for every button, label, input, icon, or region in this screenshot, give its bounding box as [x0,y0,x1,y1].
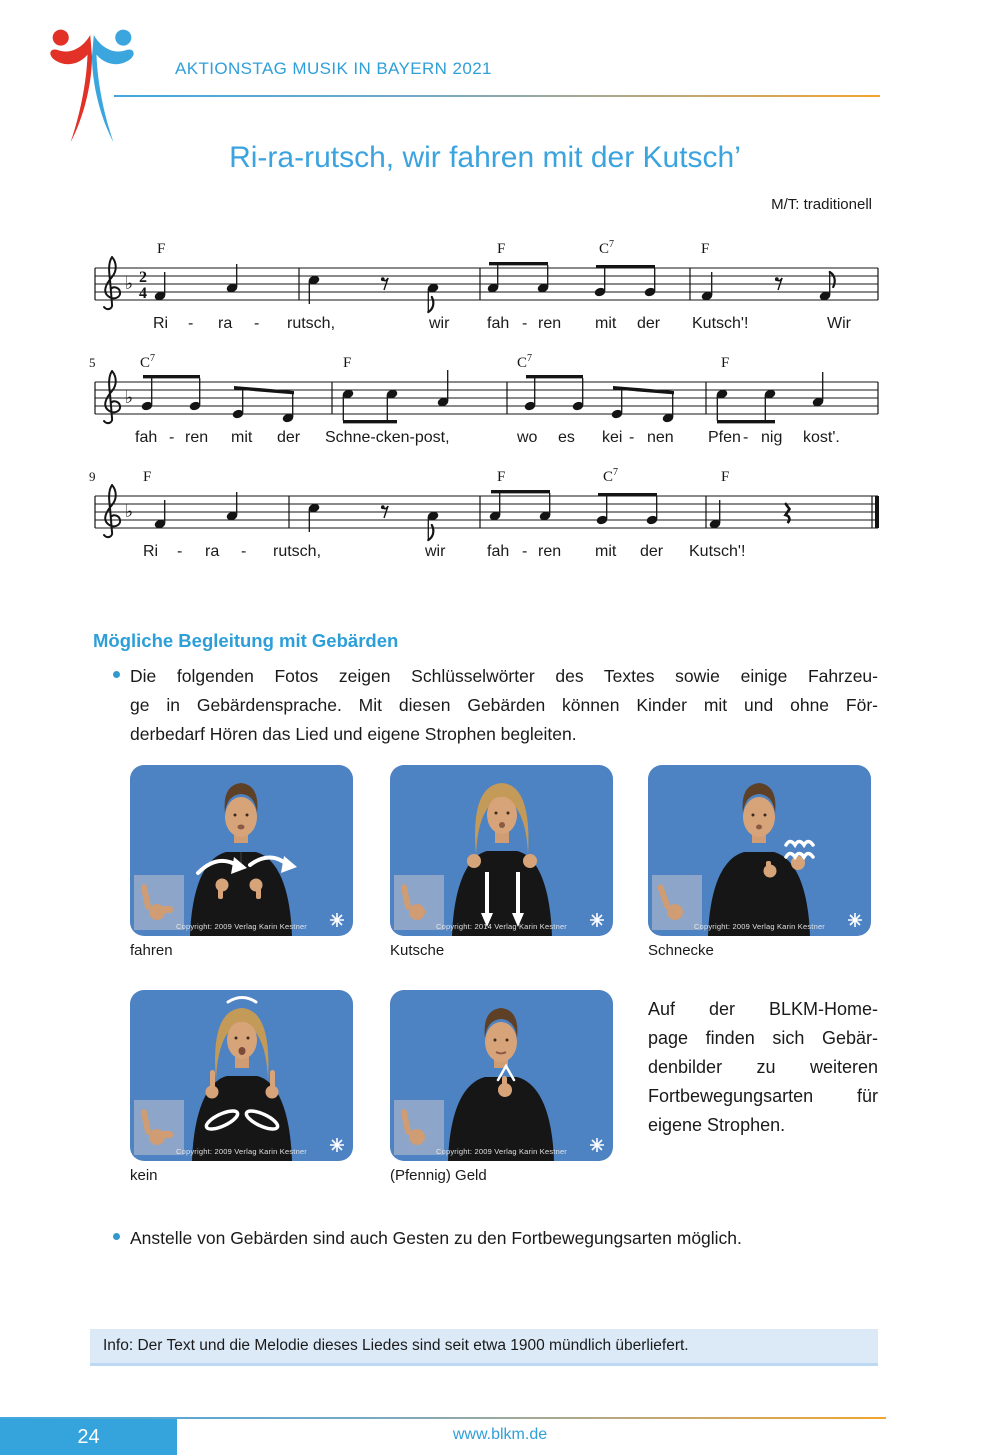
svg-text:es: es [558,429,575,446]
svg-text:Pfen: Pfen [708,429,741,446]
paragraph-line: Auf der BLKM-Home- [648,999,878,1019]
sign-photo-geld-image [390,990,613,1161]
svg-text:kei: kei [602,429,623,446]
svg-text:ren: ren [538,543,562,560]
svg-text:der: der [640,543,664,560]
song-credit: M/T: traditionell [771,196,872,213]
svg-text:F: F [497,469,506,485]
paragraph-line: page finden sich Gebär- [648,1028,878,1048]
svg-text:wo: wo [517,429,538,446]
svg-text:2: 2 [139,269,147,286]
info-text: Info: Der Text und die Melodie dieses Liedes sind seit etwa 1900 mündlich überliefert. [103,1337,689,1354]
svg-text:nig: nig [761,429,783,446]
svg-text:nen: nen [647,429,674,446]
sign-photo-geld [390,990,613,1161]
sign-photo-schnecke-image [648,765,871,936]
bullet-icon [113,671,120,678]
photo-caption: fahren [130,942,173,959]
svg-text:der: der [277,429,301,446]
svg-text:Kutsch'!: Kutsch'! [692,315,749,332]
svg-text:ra: ra [218,315,233,332]
footer-url: www.blkm.de [452,1426,548,1443]
svg-text:Ri: Ri [143,543,159,560]
svg-text:fah: fah [487,315,510,332]
svg-text:rutsch,: rutsch, [273,543,322,560]
svg-text:♭: ♭ [125,502,134,521]
svg-text:kost'.: kost'. [803,429,840,446]
paragraph-line: Fortbewegungsarten für [648,1086,878,1106]
svg-text:F: F [721,469,730,485]
svg-text:-: - [169,429,175,446]
photo-caption: Schnecke [648,942,714,959]
svg-text:9: 9 [89,469,96,484]
svg-text:wir: wir [429,315,450,332]
svg-text:-: - [188,315,194,332]
svg-text:ren: ren [538,315,562,332]
svg-text:-: - [522,543,528,560]
svg-text:♭: ♭ [125,388,134,407]
svg-text:C7: $C^7$ [603,467,619,485]
sign-photo-kutsche [390,765,613,936]
svg-text:C7: $C^7$ [599,239,615,257]
photo-caption: Kutsche [390,942,445,959]
svg-text:mit: mit [595,543,617,560]
svg-text:mit: mit [231,429,253,446]
song-title: Ri-ra-rutsch, wir fahren mit der Kutsch’ [229,141,741,174]
svg-text:Schne-cken-post,: Schne-cken-post, [325,429,450,446]
page-number: 24 [77,1425,100,1448]
sign-photo-kein-image [130,990,353,1161]
bullet-paragraph-1 [130,662,878,749]
svg-text:-: - [177,543,183,560]
svg-text:Ri: Ri [153,315,169,332]
side-paragraph [648,995,878,1140]
photo-copyright: Copyright: 2009 Verlag Karin Kestner [693,922,826,931]
svg-text:fah: fah [487,543,510,560]
sign-photo-fahren-image [130,765,353,936]
svg-text:der: der [637,315,661,332]
svg-text:4: 4 [139,285,147,302]
svg-text:F: F [701,241,710,257]
sign-photo-fahren [130,765,353,936]
svg-text:fah: fah [135,429,158,446]
section-heading: Mögliche Begleitung mit Gebärden [93,630,399,651]
svg-text:5: 5 [89,355,96,370]
bullet-paragraph-2: Anstelle von Gebärden sind auch Gesten zu den Fortbewegungsarten möglich. [130,1228,742,1248]
paragraph-line: ge in Gebärdensprache. Mit diesen Gebärden können Kinder mit und ohne För- [130,695,878,715]
sign-photo-kein [130,990,353,1161]
svg-text:F: F [143,469,152,485]
photo-copyright: Copyright: 2009 Verlag Karin Kestner [175,1147,308,1156]
bullet-icon [113,1233,120,1240]
svg-text:F: F [721,355,730,371]
photo-caption: kein [130,1167,158,1184]
sign-photo-kutsche-image [390,765,613,936]
svg-text:mit: mit [595,315,617,332]
svg-text:-: - [254,315,260,332]
svg-text:ra: ra [205,543,220,560]
svg-text:-: - [629,429,635,446]
header-divider [114,95,880,97]
info-box [90,1329,878,1366]
svg-text:wir: wir [425,543,446,560]
paragraph-line: Die folgenden Fotos zeigen Schlüsselwörter des Textes sowie einige Fahrzeu- [130,666,878,686]
svg-text:-: - [241,543,247,560]
sheet-music [85,225,885,575]
paragraph-line: eigene Strophen. [648,1115,786,1135]
svg-text:F: F [157,241,166,257]
photo-copyright: Copyright: 2009 Verlag Karin Kestner [435,1147,568,1156]
sign-photo-schnecke [648,765,871,936]
header-brand-text: AKTIONSTAG MUSIK IN BAYERN 2021 [175,59,492,78]
svg-text:-: - [743,429,749,446]
svg-text:♭: ♭ [125,274,134,293]
paragraph-line: denbilder zu weiteren [648,1057,878,1077]
svg-text:F: F [497,241,506,257]
svg-text:F: F [343,355,352,371]
svg-text:C7: $C^7$ [517,353,533,371]
svg-text:-: - [522,315,528,332]
blkm-logo [38,26,146,144]
svg-text:Kutsch'!: Kutsch'! [689,543,746,560]
photo-copyright: Copyright: 2009 Verlag Karin Kestner [175,922,308,931]
photo-caption: (Pfennig) Geld [390,1167,487,1184]
svg-text:ren: ren [185,429,209,446]
photo-copyright: Copyright: 2014 Verlag Karin Kestner [435,922,568,931]
paragraph-line: derbedarf Hören das Lied und eigene Strophen begleiten. [130,724,577,744]
svg-text:rutsch,: rutsch, [287,315,336,332]
svg-text:C7: $C^7$ [140,353,156,371]
svg-text:Wir: Wir [827,315,851,332]
